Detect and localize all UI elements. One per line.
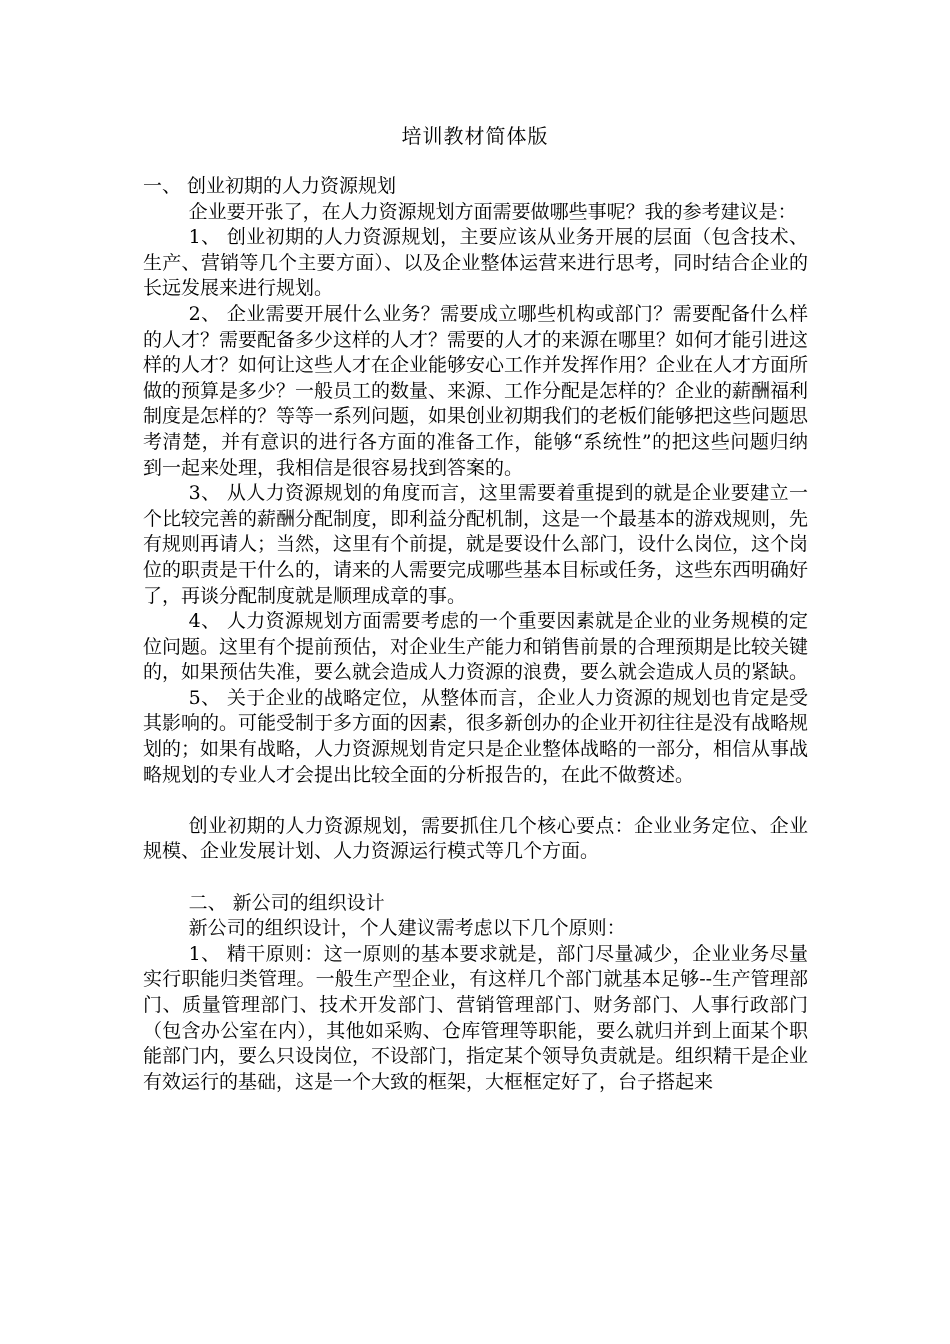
document-title: 培训教材简体版 <box>401 124 549 148</box>
paragraph-gap <box>143 865 808 891</box>
document-body <box>143 174 808 1095</box>
section-2-heading: 二、 新公司的组织设计 <box>188 891 385 914</box>
section-1-item-5: 5、 关于企业的战略定位，从整体而言，企业人力资源的规划也肯定是受其影响的。可能受制于多方面的因素，很多新创办的企业开初往往是没有战略规划的；如果有战略，人力资源规划肯定只是企业整体战略的一部分，相信从事战略规划的专业人才会提出比较全面的分析报告的，在此不做赘述。 <box>143 686 809 786</box>
section-1-item-4: 4、 人力资源规划方面需要考虑的一个重要因素就是企业的业务规模的定位问题。这里有个提前预估，对企业生产能力和销售前景的合理预期是比较关键的，如果预估失准，要么就会造成人力资源的浪费，要么就会造成人员的紧缺。 <box>143 610 809 684</box>
paragraph-gap <box>143 788 808 814</box>
section-2-item-1: 1、 精干原则：这一原则的基本要求就是，部门尽量减少，企业业务尽量实行职能归类管理。一般生产型企业，有这样几个部门就基本足够--生产管理部门、质量管理部门、技术开发部门、营销管理部门、财务部门、人事行政部门（包含办公室在内），其他如采购、仓库管理等职能，要么就归并到上面某个职能部门内，要么只设岗位，不设部门，指定某个领导负责就是。组织精干是企业有效运行的基础，这是一个大致的框架，大框框定好了，台子搭起来 <box>143 942 809 1093</box>
section-1-item-3: 3、 从人力资源规划的角度而言，这里需要着重提到的就是企业要建立一个比较完善的薪酬分配制度，即利益分配机制，这是一个最基本的游戏规则，先有规则再请人；当然，这里有个前提，就是要设什么部门，设什么岗位，这个岗位的职责是干什么的，请来的人需要完成哪些基本目标或任务，这些东西明确好了，再谈分配制度就是顺理成章的事。 <box>143 482 809 607</box>
section-2-intro: 新公司的组织设计，个人建议需考虑以下几个原则： <box>188 917 626 940</box>
section-1-summary: 创业初期的人力资源规划，需要抓住几个核心要点：企业业务定位、企业规模、企业发展计划、人力资源运行模式等几个方面。 <box>143 814 808 863</box>
section-1-intro: 企业要开张了，在人力资源规划方面需要做哪些事呢？我的参考建议是： <box>188 200 797 223</box>
section-1-heading: 一、 创业初期的人力资源规划 <box>143 175 397 197</box>
section-1-item-2: 2、 企业需要开展什么业务？需要成立哪些机构或部门？需要配备什么样的人才？需要配备多少这样的人才？需要的人才的来源在哪里？如何才能引进这样的人才？如何让这些人才在企业能够安心工作并发挥作用？企业在人才方面所做的预算是多少？一般员工的数量、来源、工作分配是怎样的？企业的薪酬福利制度是怎样的？等等一系列问题，如果创业初期我们的老板们能够把这些问题思考清楚，并有意识的进行各方面的准备工作，能够“系统性”的把这些问题归纳到一起来处理，我相信是很容易找到答案的。 <box>143 302 809 479</box>
section-1-item-1: 1、 创业初期的人力资源规划，主要应该从业务开展的层面（包含技术、生产、营销等几个主要方面）、以及企业整体运营来进行思考，同时结合企业的长远发展来进行规划。 <box>143 226 808 300</box>
